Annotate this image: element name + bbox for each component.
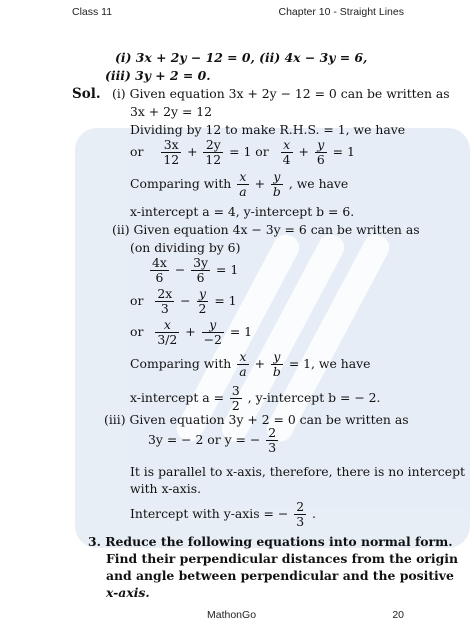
text: 3y = − 2 or y = − [148, 432, 261, 447]
text: , y-intercept b = − 2. [247, 390, 381, 405]
solution-line: (iii) Given equation 3y + 2 = 0 can be written as [104, 412, 409, 427]
text: . [312, 506, 316, 521]
question-3-line: x-axis. [106, 585, 150, 600]
question-3-line: and angle between perpendicular and the positive [106, 568, 454, 583]
fraction: $\frac{2x}{3}$ [157, 286, 173, 316]
fraction: $\frac{y}{b}$ [272, 349, 281, 379]
text: + [185, 324, 196, 339]
fraction: $\frac{3y}{6}$ [193, 255, 209, 285]
fraction: $\frac{2}{3}$ [268, 425, 277, 455]
text: or [130, 324, 144, 339]
solution-line: 3x + 2y = 12 [130, 104, 213, 119]
equation-line [148, 256, 238, 285]
solution-label-1: Sol. [72, 86, 101, 102]
equation-line [130, 318, 252, 347]
fraction: $\frac{3}{2}$ [231, 383, 240, 413]
text: = 1 [332, 144, 355, 159]
fraction: $\frac{3x}{12}$ [163, 137, 180, 167]
solution-line: (ii) Given equation 4x − 3y = 6 can be written as [112, 222, 420, 237]
equation-line [130, 138, 355, 167]
solution-line: (i) Given equation 3x + 2y − 12 = 0 can be written as [112, 86, 450, 101]
text: − [174, 262, 186, 277]
solution-line: (on dividing by 6) [130, 240, 241, 255]
text: or [130, 144, 144, 159]
text: or [130, 293, 144, 308]
equation-line [130, 384, 380, 413]
text: Comparing with [130, 176, 232, 191]
solution-line: Dividing by 12 to make R.H.S. = 1, we have [130, 122, 406, 137]
fraction: $\frac{2}{3}$ [296, 499, 305, 529]
fraction: $\frac{x}{4}$ [282, 137, 291, 167]
fraction: $\frac{4x}{6}$ [152, 255, 167, 285]
text: = 1 [214, 293, 237, 308]
fraction: $\frac{y}{2}$ [198, 286, 207, 316]
fraction: $\frac{x}{a}$ [239, 349, 247, 379]
text: + [254, 176, 265, 191]
text: = 1 [216, 262, 239, 277]
text: = 1 or [229, 144, 269, 159]
fraction: $\frac{2y}{12}$ [205, 137, 222, 167]
text: = 1, we have [288, 356, 371, 371]
text: + [254, 356, 265, 371]
fraction: $\frac{x}{3/2}$ [157, 317, 178, 347]
text: = 1 [229, 324, 253, 339]
solution-line: x-intercept a = 4, y-intercept b = 6. [130, 204, 355, 219]
equation-line [130, 500, 316, 529]
fraction: $\frac{y}{-2}$ [203, 317, 222, 347]
solution-line: It is parallel to x-axis, therefore, there is no intercept [130, 464, 465, 479]
page-header-right: Chapter 10 - Straight Lines [278, 6, 404, 18]
solution-line: with x-axis. [130, 481, 202, 496]
page-header-left: Class 11 [72, 6, 113, 18]
text: + [187, 144, 198, 159]
question-3-line: Find their perpendicular distances from the origin [106, 551, 458, 566]
text: Comparing with [130, 356, 232, 371]
fraction: $\frac{y}{6}$ [316, 137, 325, 167]
text: , we have [288, 176, 349, 191]
text: + [298, 144, 309, 159]
equation-line [130, 287, 237, 316]
footer-brand: MathonGo [207, 609, 257, 621]
text: − [180, 293, 191, 308]
equation-line [130, 350, 370, 379]
question-3-line: 3. Reduce the following equations into normal form. [88, 534, 453, 549]
exercise-part-line-2: (iii) 3y + 2 = 0. [105, 68, 211, 83]
exercise-part-line-1: (i) 3x + 2y − 12 = 0, (ii) 4x − 3y = 6, [115, 50, 368, 65]
equation-line [130, 170, 348, 199]
text: x-intercept a = [130, 390, 224, 405]
fraction: $\frac{x}{a}$ [239, 169, 247, 199]
fraction: $\frac{y}{b}$ [272, 169, 281, 199]
equation-line [148, 426, 280, 455]
text: Intercept with y-axis = − [130, 506, 289, 521]
page-number: 20 [392, 609, 404, 621]
